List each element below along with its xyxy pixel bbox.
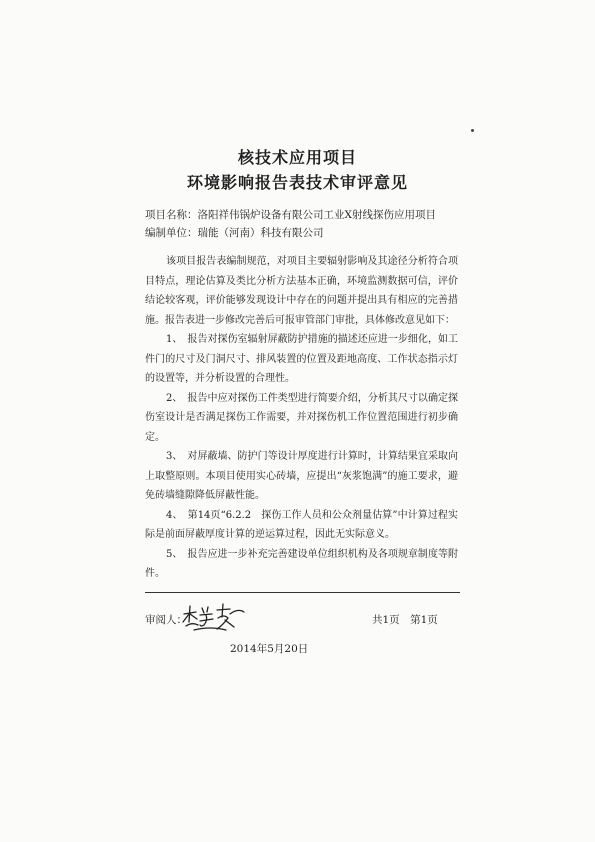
review-date: 2014年5月20日	[230, 643, 309, 655]
review-body	[145, 252, 458, 584]
project-name-label: 项目名称：	[145, 209, 198, 221]
compiler-value: 瑞能（河南）科技有限公司	[197, 227, 324, 239]
document-title-line2: 环境影响报告表技术审评意见	[186, 173, 408, 192]
intro-paragraph: 该项目报告表编制规范，对项目主要辐射影响及其途径分析符合项目特点，理论估算及类比分析方法基本正确，环境监测数据可信，评价结论较客观，评价能够发现设计中存在的问题并提出具有相应的完善措施。报告表进一步修改完善后可报审管部门审批，具体修改意见如下：	[145, 256, 458, 326]
opinion-item-3: 3、 对屏蔽墙、防护门等设计厚度进行计算时，计算结果宜采取向上取整原则。本项目使用实心砖墙，应提出“灰浆饱满”的施工要求，避免砖墙缝隙降低屏蔽性能。	[145, 451, 458, 501]
project-name-row	[145, 207, 436, 222]
project-name-value: 洛阳祥伟锅炉设备有限公司工业X射线探伤应用项目	[197, 209, 436, 221]
scan-speck	[471, 129, 474, 132]
opinion-item-5: 5、 报告应进一步补充完善建设单位组织机构及各项规章制度等附件。	[145, 548, 458, 579]
opinion-item-2: 2、 报告中应对探伤工件类型进行简要介绍，分析其尺寸以确定探伤室设计是否满足探伤工作需要，并对探伤机工作位置范围进行初步确定。	[145, 392, 458, 443]
compiler-row	[145, 225, 324, 240]
opinion-item-4: 4、 第14页“6.2.2 探伤工作人员和公众剂量估算”中计算过程实际是前面屏蔽厚度计算的逆运算过程，因此无实际意义。	[145, 509, 458, 540]
reviewer-label: 审阅人：	[145, 614, 187, 626]
opinion-item-1: 1、 报告对探伤室辐射屏蔽防护措施的描述还应进一步细化，如工件门的尺寸及门洞尺寸、排风装置的位置及距地高度、工作状态指示灯的设置等，并分析设置的合理性。	[145, 334, 458, 384]
handwritten-signature	[180, 600, 250, 634]
compiler-label: 编制单位：	[145, 227, 198, 239]
document-title-line1: 核技术应用项目	[237, 148, 357, 167]
page-count: 共1页 第1页	[372, 614, 438, 626]
divider-line	[145, 592, 460, 593]
